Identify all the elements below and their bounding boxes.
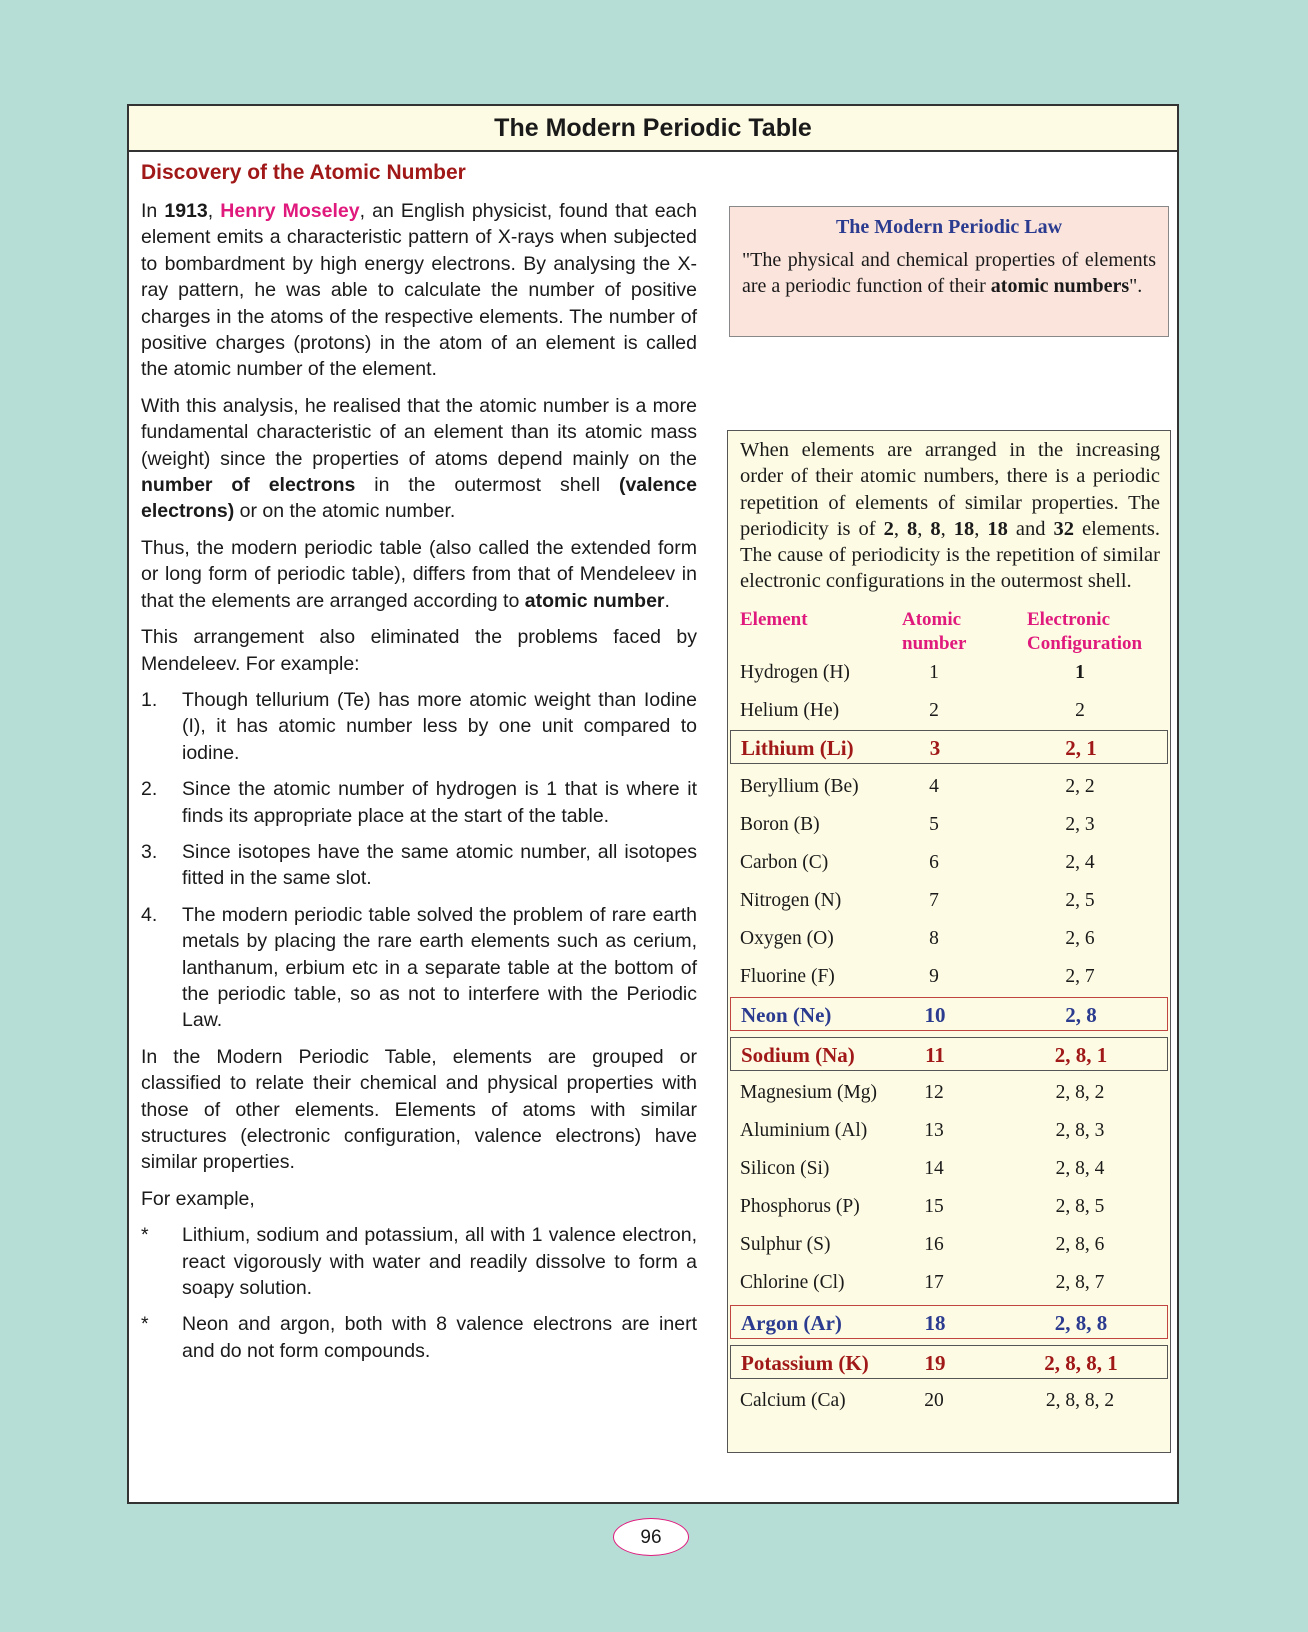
element-name: Aluminium (Al) [740,1120,868,1141]
element-name: Hydrogen (H) [740,662,850,683]
electronic-configuration: 2, 4 [1065,852,1095,873]
element-name: Oxygen (O) [740,928,834,949]
element-row [730,997,1168,1031]
electronic-configuration: 1 [1075,662,1085,683]
element-row [728,1076,1172,1110]
atomic-number: 19 [924,1351,946,1375]
atomic-number: 1 [929,662,939,683]
paragraph-moseley: In 1913, Henry Moseley, an English physicist, found that each element emits a characteristic pattern of X-rays when subjected to bombardment by high energy electrons. By analysing the X-ray pattern, he was able to calculate the number of positive charges in the atoms of the respective elements. The number of positive charges (protons) in the atom of an element is called the atomic number of the element. [141,200,697,381]
atomic-number: 16 [924,1234,944,1255]
element-row [728,1190,1172,1224]
numbered-item: 1. Though tellurium (Te) has more atomic weight than Iodine (I), it has atomic number less by one unit compared to iodine. [141,688,697,764]
paragraph-analysis: With this analysis, he realised that the atomic number is a more fundamental characteristic of an element than its atomic mass (weight) since the properties of atoms depend mainly on the number of electrons in the outermost shell (valence electrons) or on the atomic number. [141,394,698,523]
element-name: Silicon (Si) [740,1158,830,1179]
atomic-number: 7 [929,890,939,911]
paragraph-thus: Thus, the modern periodic table (also called the extended form or long form of periodic table), differs from that of Mendeleev in that the elements are arranged according to atomic number. [141,536,697,612]
numbered-item: 4. The modern periodic table solved the problem of rare earth metals by placing the rare earth elements such as cerium, lanthanum, erbium etc in a separate table at the bottom of the periodic table, so as not to interfere with the Periodic Law. [141,903,697,1032]
header-electronic-configuration: Electronic Configuration [1027,609,1143,654]
electronic-configuration: 2, 2 [1065,776,1095,797]
element-name: Boron (B) [740,814,820,835]
element-row [728,1152,1172,1186]
periodic-law-box [729,206,1169,337]
atomic-number: 10 [924,1003,946,1027]
electronic-configuration: 2, 8, 7 [1055,1272,1105,1293]
atomic-number: 8 [929,928,939,949]
atomic-number: 13 [924,1120,944,1141]
main-text-column [141,158,697,1374]
element-row [728,1228,1172,1262]
element-row [728,922,1172,956]
element-name: Sodium (Na) [741,1043,855,1067]
paragraph-grouping: In the Modern Periodic Table, elements are grouped or classified to relate their chemical and physical properties with those of other elements. Elements of atoms with similar structures (electronic configuration, valence electrons) have similar properties. [141,1045,697,1174]
electronic-configuration: 2 [1075,700,1085,721]
electronic-configuration: 2, 8, 8 [1054,1311,1108,1335]
element-row [730,1305,1168,1339]
atomic-number: 5 [929,814,939,835]
numbered-item: 3. Since isotopes have the same atomic number, all isotopes fitted in the same slot. [141,840,697,890]
electronic-configuration: 2, 8, 1 [1054,1043,1108,1067]
electronic-configuration: 2, 6 [1065,928,1095,949]
element-name: Neon (Ne) [741,1003,832,1027]
page-title: The Modern Periodic Table [129,106,1177,152]
element-row [730,1037,1168,1071]
element-name: Argon (Ar) [741,1311,842,1335]
electronic-configuration: 2, 5 [1065,890,1095,911]
atomic-number: 17 [924,1272,944,1293]
element-row [728,960,1172,994]
element-row [728,1266,1172,1300]
electronic-configuration: 2, 8, 8, 1 [1044,1351,1118,1375]
page-frame [127,104,1179,1504]
electronic-configuration: 2, 8, 2 [1055,1082,1105,1103]
header-atomic-number: Atomic number [902,609,967,654]
atomic-number: 20 [924,1390,944,1411]
electronic-configuration: 2, 1 [1065,736,1097,760]
element-name: Sulphur (S) [740,1234,831,1255]
bullet-item: * Neon and argon, both with 8 valence electrons are inert and do not form compounds. [141,1313,697,1362]
element-row [728,656,1172,690]
element-name: Helium (He) [740,700,840,721]
element-name: Magnesium (Mg) [740,1082,878,1103]
paragraph-for-example: For example, [141,1187,255,1210]
element-row [728,846,1172,880]
electronic-configuration: 2, 8 [1065,1003,1097,1027]
atomic-number: 9 [929,966,939,987]
atomic-number: 14 [924,1158,944,1179]
element-name: Calcium (Ca) [740,1390,846,1411]
periodic-law-text: "The physical and chemical properties of elements are a periodic function of their atomic numbers". [742,249,1156,297]
atomic-number: 3 [929,736,941,760]
page-number: 96 [613,1518,689,1556]
element-row [728,770,1172,804]
year-1913: 1913 [164,200,208,222]
electronic-configuration: 2, 8, 3 [1055,1120,1105,1141]
element-name: Beryllium (Be) [740,776,859,797]
element-row [728,808,1172,842]
atomic-number: 18 [924,1311,946,1335]
electronic-configuration: 2, 3 [1065,814,1095,835]
numbered-item: 2. Since the atomic number of hydrogen is 1 that is where it finds its appropriate place at the start of the table. [141,778,697,827]
element-row [728,694,1172,728]
element-row [730,1345,1168,1379]
atomic-number: 15 [924,1196,944,1217]
element-name: Carbon (C) [740,852,829,873]
element-row [728,884,1172,918]
periodic-law-title: The Modern Periodic Law [835,216,1063,238]
element-name: Potassium (K) [741,1351,869,1375]
bullet-item: * Lithium, sodium and potassium, all with 1 valence electron, react vigorously with water and readily dissolve to form a soapy solution. [141,1224,697,1300]
electronic-configuration: 2, 8, 4 [1055,1158,1105,1179]
moseley-name: Henry Moseley [220,200,360,222]
element-row [728,1114,1172,1148]
element-name: Fluorine (F) [740,966,835,987]
atomic-number: 4 [929,776,939,797]
electronic-configuration: 2, 8, 5 [1055,1196,1105,1217]
element-row [728,1384,1172,1418]
element-name: Nitrogen (N) [740,890,842,911]
element-table-box [727,430,1171,1453]
element-name: Lithium (Li) [741,736,854,760]
paragraph-arrangement: This arrangement also eliminated the problems faced by Mendeleev. For example: [141,626,697,675]
element-name: Phosphorus (P) [740,1196,860,1217]
header-element: Element [740,609,808,630]
atomic-number: 11 [925,1043,945,1067]
element-row [730,730,1168,764]
atomic-number: 2 [929,700,939,721]
atomic-number: 12 [924,1082,944,1103]
electronic-configuration: 2, 8, 6 [1055,1234,1105,1255]
element-name: Chlorine (Cl) [740,1272,845,1293]
table-intro: When elements are arranged in the increasing order of their atomic numbers, there is a periodic repetition of elements of similar properties. The periodicity is of 2, 8, 8, 18, 18 and 32 elements. The cause of periodicity is the repetition of similar electronic configurations in the outermost shell. [740,439,1161,593]
atomic-number: 6 [929,852,939,873]
section-heading: Discovery of the Atomic Number [141,161,466,184]
electronic-configuration: 2, 8, 8, 2 [1045,1390,1115,1411]
electronic-configuration: 2, 7 [1065,966,1095,987]
